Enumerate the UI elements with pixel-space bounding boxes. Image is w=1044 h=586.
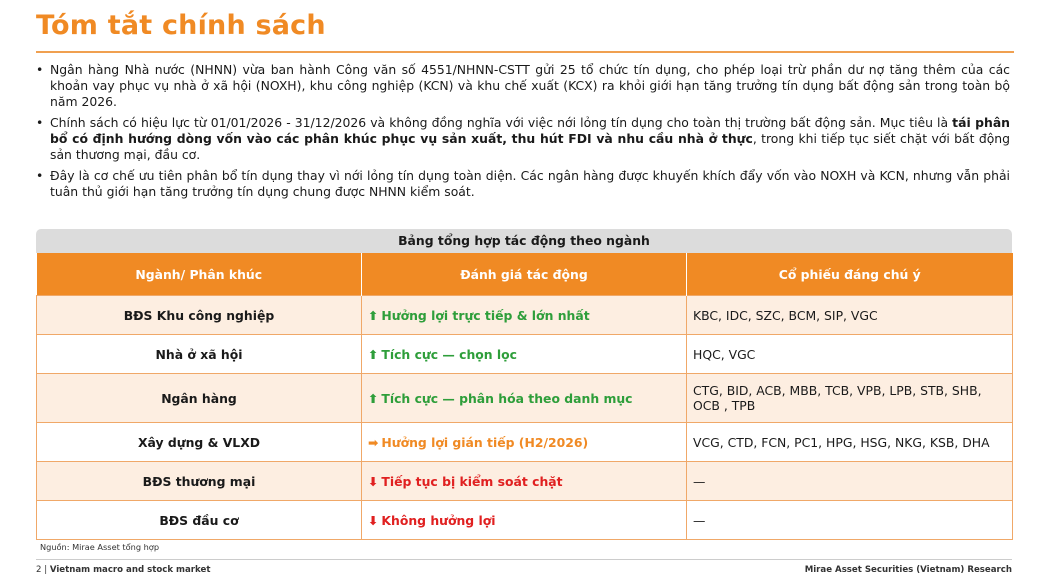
arrow-down-icon: ⬇ [368,512,379,528]
arrow-down-icon: ⬇ [368,473,379,489]
impact-text: Tiếp tục bị kiểm soát chặt [381,473,563,489]
header-sector: Ngành/ Phân khúc [37,253,362,296]
table-row [37,296,1013,335]
bullet-text: Chính sách có hiệu lực từ 01/01/2026 - 31/12/2026 và không đồng nghĩa với việc nới lỏng tín dụng cho toàn thị trường bất động sản. Mục tiêu là [50,115,953,130]
table-row [37,374,1013,423]
impact-text: Tích cực — chọn lọc [381,346,518,362]
impact-table-container [36,229,1012,540]
bullet-emphasis: tái phân bổ có định hướng dòng vốn vào các phân khúc phục vụ sản xuất, thu hút FDI và nhu cầu nhà ở thực [50,115,1010,146]
footer-report-name: Vietnam macro and stock market [49,565,211,575]
sector-cell: BĐS đầu cơ [37,501,362,540]
footer-left: 2 | Vietnam macro and stock market [36,565,211,575]
table-row [37,501,1013,540]
bullet-text: Ngân hàng Nhà nước (NHNN) vừa ban hành Công văn số 4551/NHNN-CSTT gửi 25 tổ chức tín dụng, cho phép loại trừ phần dư nợ tăng thêm của các khoản vay phục vụ nhà ở xã hội (NOXH), khu công nghiệp (KCN) và khu chế xuất (KCX) ra khỏi giới hạn tăng trưởng tín dụng bất động sản trong toàn bộ năm 2026. [50,62,1010,109]
bullet-item [36,115,1010,163]
impact-cell [362,374,687,423]
stocks-cell: — [687,462,1013,501]
page-number: 2 [36,565,42,575]
impact-text: Hưởng lợi trực tiếp & lớn nhất [381,307,590,323]
impact-table [36,253,1013,540]
stocks-cell: HQC, VGC [687,335,1013,374]
impact-text: Tích cực — phân hóa theo danh mục [381,390,633,406]
header-impact: Đánh giá tác động [362,253,687,296]
bullet-list [36,62,1010,205]
impact-cell [362,423,687,462]
table-row [37,335,1013,374]
sector-cell: BĐS Khu công nghiệp [37,296,362,335]
table-caption: Bảng tổng hợp tác động theo ngành [36,229,1012,253]
header-stocks: Cổ phiếu đáng chú ý [687,253,1013,296]
table-header-row [37,253,1013,296]
arrow-up-icon: ⬆ [368,346,379,362]
table-row [37,423,1013,462]
bullet-text: Đây là cơ chế ưu tiên phân bổ tín dụng thay vì nới lỏng tín dụng toàn diện. Các ngân hàng được khuyến khích đẩy vốn vào NOXH và KCN, nhưng vẫn phải tuân thủ giới hạn tăng trưởng tín dụng chung được NHNN kiểm soát. [50,168,1010,199]
arrow-up-icon: ⬆ [368,390,379,406]
title-divider [36,51,1014,53]
bullet-text-tail: , trong khi tiếp tục siết chặt với bất động sản thương mại, đầu cơ. [50,131,1011,162]
impact-cell [362,501,687,540]
footer-brand: Mirae Asset Securities (Vietnam) Research [804,565,1012,575]
bullet-dot-icon: • [36,115,44,130]
impact-cell [362,462,687,501]
sector-cell: Nhà ở xã hội [37,335,362,374]
bullet-dot-icon: • [36,168,44,183]
source-note: Nguồn: Mirae Asset tổng hợp [40,542,160,552]
impact-text: Không hưởng lợi [381,512,496,528]
bullet-item [36,62,1010,110]
impact-cell [362,335,687,374]
stocks-cell: — [687,501,1013,540]
sector-cell: BĐS thương mại [37,462,362,501]
stocks-cell: KBC, IDC, SZC, BCM, SIP, VGC [687,296,1013,335]
footer-divider [36,559,1012,560]
sector-cell: Xây dựng & VLXD [37,423,362,462]
arrow-right-icon: ➡ [368,434,379,450]
impact-cell [362,296,687,335]
table-row [37,462,1013,501]
sector-cell: Ngân hàng [37,374,362,423]
stocks-cell: CTG, BID, ACB, MBB, TCB, VPB, LPB, STB, SHB, OCB , TPB [687,374,1013,423]
bullet-dot-icon: • [36,62,44,77]
bullet-item [36,168,1010,200]
arrow-up-icon: ⬆ [368,307,379,323]
page-title: Tóm tắt chính sách [36,10,326,41]
stocks-cell: VCG, CTD, FCN, PC1, HPG, HSG, NKG, KSB, DHA [687,423,1013,462]
impact-text: Hưởng lợi gián tiếp (H2/2026) [381,434,589,450]
